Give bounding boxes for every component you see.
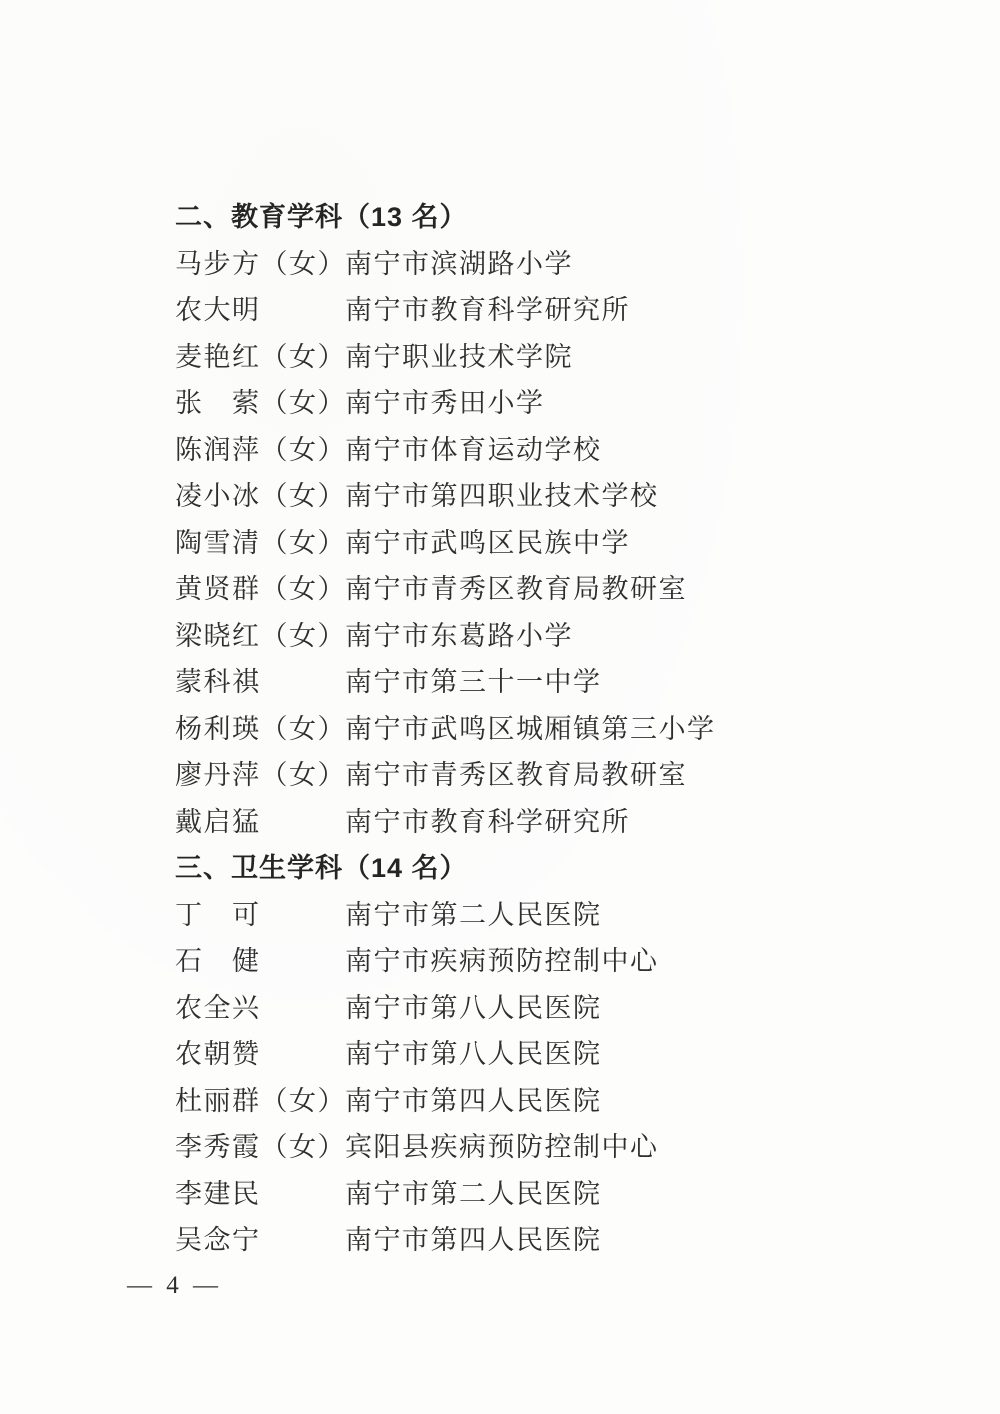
person-name: 戴启猛 bbox=[175, 806, 261, 837]
list-item bbox=[175, 1078, 915, 1125]
person-name: 麦艳红（女） bbox=[175, 341, 346, 372]
list-item bbox=[175, 1171, 915, 1218]
list-item bbox=[175, 752, 915, 799]
list-item bbox=[175, 287, 915, 334]
person-name: 梁晓红（女） bbox=[175, 620, 346, 651]
person-name: 陈润萍（女） bbox=[175, 434, 346, 465]
person-name: 陶雪清（女） bbox=[175, 527, 346, 558]
person-name: 杜丽群（女） bbox=[175, 1085, 346, 1116]
person-name: 杨利瑛（女） bbox=[175, 713, 346, 744]
page-number: — 4 — bbox=[127, 1272, 222, 1299]
person-name: 蒙科祺 bbox=[175, 667, 261, 697]
organization: 南宁市第八人民医院 bbox=[345, 992, 602, 1023]
list-item bbox=[175, 427, 915, 474]
organization: 南宁市体育运动学校 bbox=[345, 434, 602, 465]
organization: 南宁市东葛路小学 bbox=[345, 620, 573, 651]
list-item bbox=[175, 706, 915, 753]
list-item bbox=[175, 380, 915, 427]
list-item bbox=[175, 799, 915, 846]
list-item bbox=[175, 1031, 915, 1078]
organization: 南宁市秀田小学 bbox=[345, 388, 545, 418]
person-name: 石 健 bbox=[175, 946, 261, 976]
organization: 南宁市第四职业技术学校 bbox=[345, 481, 659, 511]
section bbox=[175, 845, 915, 1264]
person-name: 廖丹萍（女） bbox=[175, 760, 346, 790]
organization: 南宁市第四人民医院 bbox=[345, 1085, 602, 1116]
person-name: 马步方（女） bbox=[175, 248, 346, 279]
organization: 南宁市教育科学研究所 bbox=[345, 295, 630, 325]
person-name: 黄贤群（女） bbox=[175, 574, 346, 604]
person-name: 凌小冰（女） bbox=[175, 481, 346, 511]
organization: 南宁市第四人民医院 bbox=[345, 1225, 602, 1255]
organization: 南宁市滨湖路小学 bbox=[345, 248, 573, 279]
sections-container bbox=[175, 194, 915, 1264]
list-item bbox=[175, 1217, 915, 1264]
person-name: 农大明 bbox=[175, 295, 261, 325]
list-item bbox=[175, 892, 915, 939]
person-name: 张 萦（女） bbox=[175, 388, 346, 418]
organization: 南宁市武鸣区民族中学 bbox=[345, 527, 630, 558]
person-name: 李秀霞（女） bbox=[175, 1132, 346, 1162]
organization: 南宁市第八人民医院 bbox=[345, 1039, 602, 1069]
organization: 南宁职业技术学院 bbox=[345, 341, 573, 372]
section-rows bbox=[175, 892, 915, 1264]
organization: 南宁市武鸣区城厢镇第三小学 bbox=[345, 713, 716, 744]
list-item bbox=[175, 985, 915, 1032]
list-item bbox=[175, 566, 915, 613]
list-item bbox=[175, 613, 915, 660]
organization: 南宁市第三十一中学 bbox=[345, 667, 602, 697]
organization: 南宁市疾病预防控制中心 bbox=[345, 946, 659, 976]
organization: 宾阳县疾病预防控制中心 bbox=[345, 1132, 659, 1162]
list-item bbox=[175, 938, 915, 985]
person-name: 李建民 bbox=[175, 1178, 261, 1209]
organization: 南宁市青秀区教育局教研室 bbox=[345, 574, 687, 604]
list-item bbox=[175, 659, 915, 706]
list-item bbox=[175, 334, 915, 381]
organization: 南宁市教育科学研究所 bbox=[345, 806, 630, 837]
document-content bbox=[175, 194, 915, 1264]
organization: 南宁市第二人民医院 bbox=[345, 1178, 602, 1209]
person-name: 农朝赞 bbox=[175, 1039, 261, 1069]
list-item bbox=[175, 473, 915, 520]
section-heading: 二、教育学科（13 名） bbox=[175, 202, 468, 232]
organization: 南宁市青秀区教育局教研室 bbox=[345, 760, 687, 790]
section bbox=[175, 194, 915, 845]
person-name: 吴念宁 bbox=[175, 1225, 261, 1255]
section-heading: 三、卫生学科（14 名） bbox=[175, 853, 468, 883]
section-rows bbox=[175, 241, 915, 846]
list-item bbox=[175, 1124, 915, 1171]
list-item bbox=[175, 241, 915, 288]
person-name: 丁 可 bbox=[175, 899, 261, 930]
organization: 南宁市第二人民医院 bbox=[345, 899, 602, 930]
person-name: 农全兴 bbox=[175, 992, 261, 1023]
list-item bbox=[175, 520, 915, 567]
